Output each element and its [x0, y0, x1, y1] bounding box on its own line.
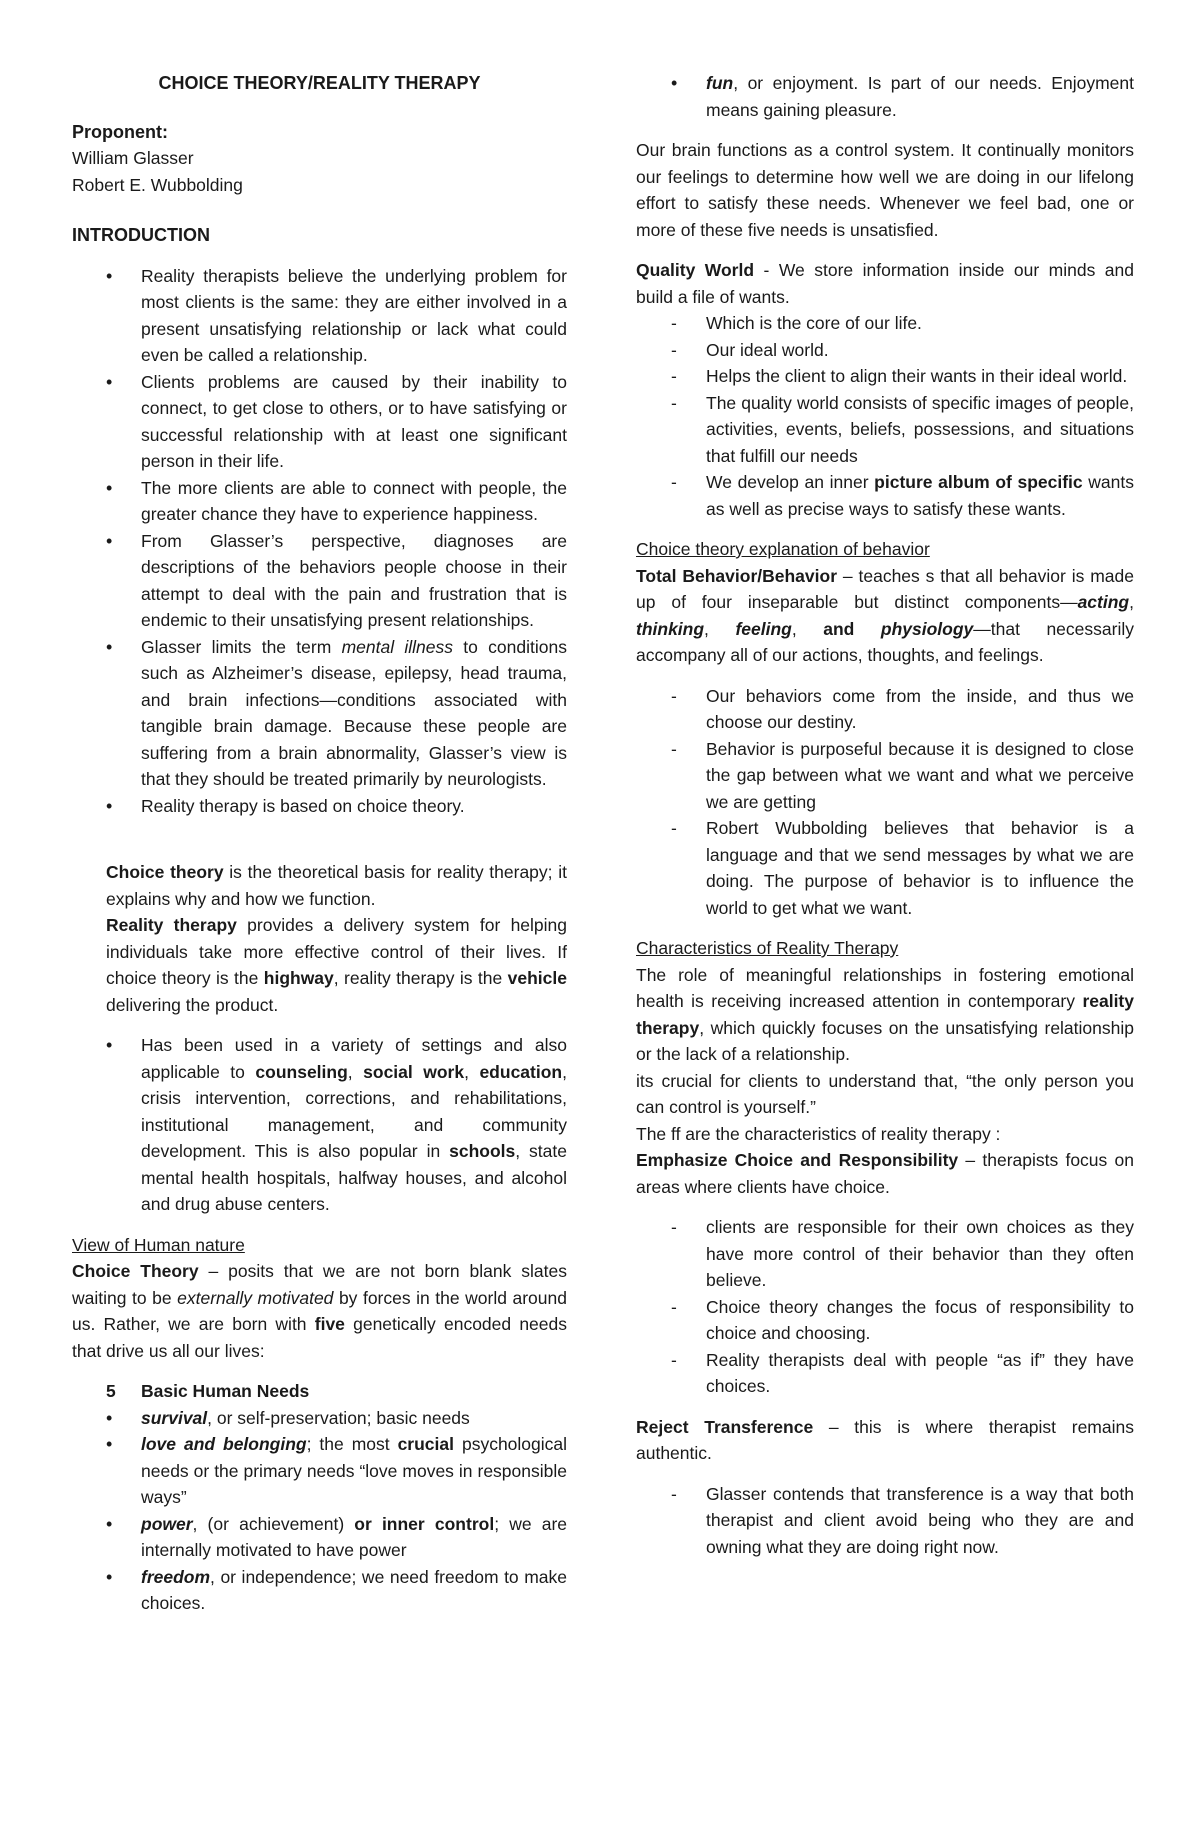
right-column [636, 70, 1134, 1560]
list-item: • From Glasser’s perspective, diagnoses are descriptions of the behaviors people choose in their attempt to deal with the pain and frustration that is endemic to their unsatisfying present relationships. [141, 528, 567, 634]
quality-world-paragraph: Quality World - We store information inside our minds and build a file of wants. [636, 260, 1135, 307]
brain-paragraph: Our brain functions as a control system. It continually monitors our feelings to determine how well we are doing in our lifelong effort to satisfy these needs. Whenever we feel bad, one or more of these five needs is unsatisfied. [636, 140, 1134, 240]
introduction-list [72, 263, 567, 820]
emphasize-choice-list [636, 1214, 1134, 1400]
list-item: • Has been used in a variety of settings and also applicable to counseling, social work, education, crisis intervention, corrections, and rehabilitations, institutional management, and community development. This is also popular in schools, state mental health hospitals, halfway houses, and alcohol and drug abuse centers. [141, 1032, 567, 1218]
list-item: - Choice theory changes the focus of responsibility to choice and choosing. [706, 1294, 1134, 1347]
document-title: CHOICE THEORY/REALITY THERAPY [158, 73, 481, 93]
list-item: • survival, or self-preservation; basic needs [141, 1405, 567, 1432]
list-item: • fun, or enjoyment. Is part of our needs. Enjoyment means gaining pleasure. [706, 70, 1134, 123]
characteristics-line: The ff are the characteristics of reality therapy : [636, 1123, 1001, 1144]
list-item: - We develop an inner picture album of specific wants as well as precise ways to satisfy these wants. [706, 469, 1134, 522]
reality-therapy-paragraph: Reality therapy provides a delivery system for helping individuals take more effective control of their lives. If choice theory is the highway, reality therapy is the vehicle delivering the product. [106, 915, 568, 1015]
characteristics-line: its crucial for clients to understand that, “the only person you can control is yourself.” [636, 1070, 1134, 1117]
needs-list-continued [636, 70, 1134, 123]
list-item: • Clients problems are caused by their inability to connect, to get close to others, or to have satisfying or successful relationship with at least one significant person in their life. [141, 369, 567, 475]
list-item: • Reality therapists believe the underlying problem for most clients is the same: they are either involved in a present unsatisfying relationship or lack what could even be called a relationship. [141, 263, 567, 369]
list-item: - Glasser contends that transference is a way that both therapist and client avoid being who they are and owning what they are doing right now. [706, 1481, 1134, 1561]
list-item: - clients are responsible for their own choices as they have more control of their behavior than they often believe. [706, 1214, 1134, 1294]
human-nature-heading: View of Human nature [72, 1234, 245, 1255]
list-item: - Reality therapists deal with people “as if” they have choices. [706, 1347, 1134, 1400]
list-item: • Reality therapy is based on choice theory. [141, 793, 567, 820]
list-item: - Helps the client to align their wants in their ideal world. [706, 363, 1134, 390]
choice-theory-paragraph: Choice theory is the theoretical basis for reality therapy; it explains why and how we function. [106, 862, 567, 909]
list-item: • love and belonging; the most crucial psychological needs or the primary needs “love moves in responsible ways” [141, 1431, 567, 1511]
needs-heading: 5 Basic Human Needs [106, 1381, 310, 1401]
list-item: - Our ideal world. [706, 337, 1134, 364]
list-item: • Glasser limits the term mental illness to conditions such as Alzheimer’s disease, epilepsy, head trauma, and brain infections—conditions associated with tangible brain damage. Because these people are suffering from a brain abnormality, Glasser’s view is that they should be treated primarily by neurologists. [141, 634, 567, 793]
settings-list [72, 1032, 567, 1218]
list-item: - Our behaviors come from the inside, and thus we choose our destiny. [706, 683, 1134, 736]
list-item: - Which is the core of our life. [706, 310, 1134, 337]
list-item: - Behavior is purposeful because it is designed to close the gap between what we want and what we perceive we are getting [706, 736, 1134, 816]
introduction-heading: INTRODUCTION [72, 225, 210, 245]
needs-list [72, 1405, 567, 1617]
human-nature-paragraph: Choice Theory – posits that we are not born blank slates waiting to be externally motivated by forces in the world around us. Rather, we are born with five genetically encoded needs that drive us all our lives: [72, 1261, 568, 1361]
reject-transference-list [636, 1481, 1134, 1561]
behavior-heading: Choice theory explanation of behavior [636, 539, 930, 559]
characteristics-heading: Characteristics of Reality Therapy [636, 938, 899, 958]
list-item: • power, (or achievement) or inner control; we are internally motivated to have power [141, 1511, 567, 1564]
list-item: - The quality world consists of specific images of people, activities, events, beliefs, possessions, and situations that fulfill our needs [706, 390, 1134, 470]
reject-transference-paragraph: Reject Transference – this is where therapist remains authentic. [636, 1416, 1134, 1463]
characteristics-paragraph: The role of meaningful relationships in fostering emotional health is receiving increased attention in contemporary reality therapy, which quickly focuses on the unsatisfying relationship or the lack of a relationship. [636, 964, 1134, 1064]
quality-world-list [636, 310, 1134, 522]
term-mental-illness: mental illness [341, 636, 454, 657]
list-item: • freedom, or independence; we need freedom to make choices. [141, 1564, 567, 1617]
proponent-label: Proponent: [72, 121, 168, 142]
left-column [72, 70, 567, 1617]
proponent-name: Robert E. Wubbolding [72, 174, 243, 195]
proponent-name: William Glasser [72, 148, 194, 168]
emphasize-choice-paragraph: Emphasize Choice and Responsibility – therapists focus on areas where clients have choice. [636, 1150, 1134, 1197]
list-item: - Robert Wubbolding believes that behavior is a language and that we send messages by what we are doing. The purpose of behavior is to influence the world to get what we want. [706, 815, 1134, 921]
total-behavior-paragraph: Total Behavior/Behavior – teaches s that all behavior is made up of four inseparable but distinct components—acting, thinking, feeling, and physiology—that necessarily accompany all of our actions, thoughts, and feelings. [636, 565, 1134, 665]
behavior-list [636, 683, 1134, 922]
list-item: • The more clients are able to connect with people, the greater chance they have to experience happiness. [141, 475, 567, 528]
